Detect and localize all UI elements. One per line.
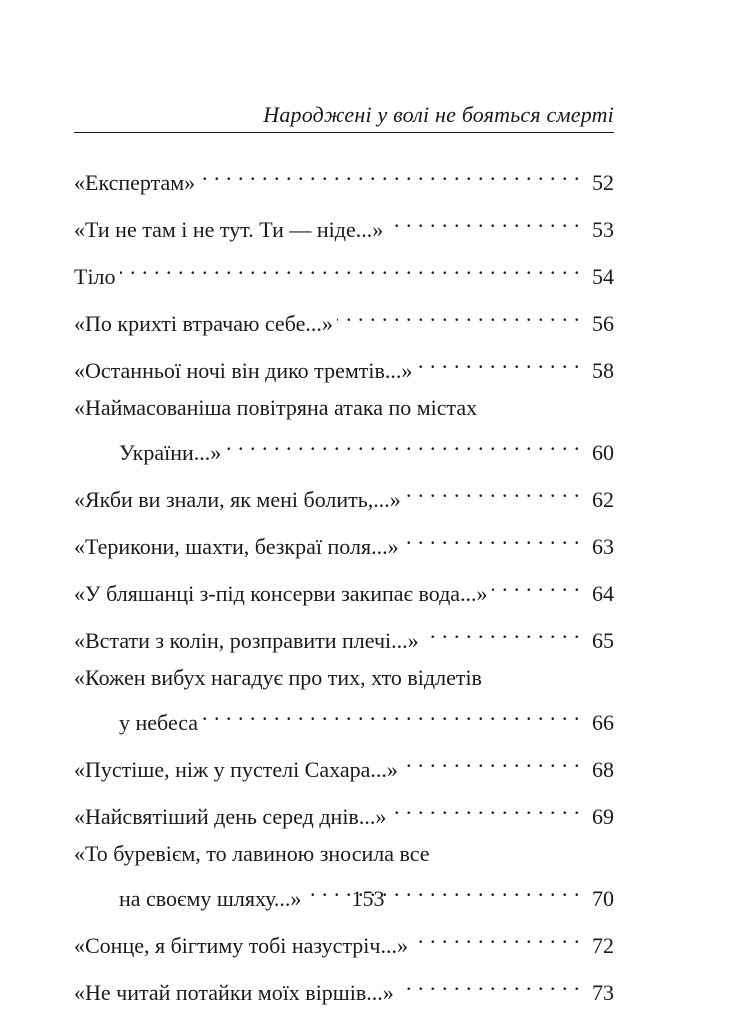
toc-entry-line — [74, 660, 614, 695]
toc-entry-title: «Експертам» — [74, 170, 196, 195]
running-head: Народжені у волі не бояться смерті — [263, 102, 614, 127]
toc-entry-title: «Ти не там і не тут. Ти — ніде...» — [74, 217, 384, 242]
toc-entry-title: «Встати з колін, розправити плечі...» — [74, 628, 419, 653]
toc-entry-line — [74, 836, 614, 871]
toc-entry-title: у небеса — [119, 710, 199, 735]
toc-entry-title: «Останньої ночі він дико тремтів...» — [74, 358, 413, 383]
toc-entry-line — [74, 742, 614, 787]
toc-page-number: 60 — [592, 440, 614, 465]
dot-leader — [403, 519, 580, 554]
toc-page-number: 69 — [592, 804, 614, 829]
toc-entry-title: «Сонце, я бігтиму тобі назустріч...» — [74, 933, 408, 958]
toc-entry — [74, 566, 614, 611]
toc-entry-title: «Якби ви знали, як мені болить,...» — [74, 487, 401, 512]
toc-entry-line — [74, 566, 614, 611]
toc-page-number: 66 — [592, 710, 614, 735]
toc-page-number: 58 — [592, 358, 614, 383]
toc-entry — [74, 789, 614, 834]
toc-entry-line — [74, 789, 614, 834]
toc-page-number: 54 — [592, 264, 614, 289]
toc-entry-line — [74, 155, 614, 200]
dot-leader — [423, 613, 580, 648]
toc-entry-title: Тіло — [74, 264, 116, 289]
toc-entry-line — [74, 519, 614, 564]
toc-entry-line — [74, 296, 614, 341]
toc-entry-title: «Не читай потайки моїх віршів...» — [74, 980, 394, 1005]
toc-entry — [74, 249, 614, 294]
toc-entry — [74, 965, 614, 1010]
dot-leader — [387, 202, 580, 237]
toc-entry-title: «Терикони, шахти, безкраї поля...» — [74, 534, 399, 559]
toc-entry-continuation — [74, 695, 614, 740]
dot-leader — [202, 695, 580, 730]
toc-page-number: 73 — [592, 980, 614, 1005]
toc-page-number: 52 — [592, 170, 614, 195]
toc-entry — [74, 155, 614, 200]
toc-page-number: 62 — [592, 487, 614, 512]
toc-page-number: 65 — [592, 628, 614, 653]
table-of-contents — [74, 155, 614, 1012]
dot-leader — [398, 965, 580, 1000]
toc-entry-line — [74, 390, 614, 425]
toc-entry-line — [74, 918, 614, 963]
toc-entry-line — [74, 472, 614, 517]
toc-page-number: 56 — [592, 311, 614, 336]
dot-leader — [405, 472, 580, 507]
toc-entry — [74, 343, 614, 388]
toc-entry-title: «Кожен вибух нагадує про тих, хто відлетів — [74, 665, 482, 690]
header-rule — [74, 132, 614, 133]
toc-entry — [74, 390, 614, 470]
toc-entry-title: на своєму шляху...» — [119, 886, 302, 911]
toc-entry — [74, 296, 614, 341]
dot-leader — [120, 249, 580, 284]
toc-page-number: 63 — [592, 534, 614, 559]
toc-entry — [74, 472, 614, 517]
dot-leader — [412, 918, 580, 953]
dot-leader — [199, 155, 580, 190]
toc-page-number: 53 — [592, 217, 614, 242]
toc-entry-title: «По крихті втрачаю себе...» — [74, 311, 333, 336]
dot-leader — [225, 425, 580, 460]
toc-entry-line — [74, 249, 614, 294]
dot-leader — [390, 789, 580, 824]
toc-entry-title: «Найсвятіший день серед днів...» — [74, 804, 387, 829]
toc-entry-line — [74, 613, 614, 658]
toc-entry — [74, 660, 614, 740]
toc-page-number: 64 — [592, 581, 614, 606]
dot-leader — [492, 566, 580, 601]
dot-leader — [337, 296, 580, 331]
toc-entry-continuation — [74, 425, 614, 470]
toc-entry — [74, 202, 614, 247]
dot-leader — [402, 742, 580, 777]
page-number: 153 — [351, 886, 385, 911]
toc-entry — [74, 742, 614, 787]
toc-page-number: 70 — [592, 886, 614, 911]
toc-entry-line — [74, 343, 614, 388]
toc-entry-title: «Пустіше, ніж у пустелі Сахара...» — [74, 757, 398, 782]
toc-entry-title: «То буревієм, то лавиною зносила все — [74, 841, 430, 866]
toc-entry-line — [74, 202, 614, 247]
toc-entry — [74, 519, 614, 564]
toc-page-number: 72 — [592, 933, 614, 958]
dot-leader — [416, 343, 580, 378]
toc-entry — [74, 918, 614, 963]
toc-entry-title: України...» — [119, 440, 222, 465]
toc-entry-title: «У бляшанці з-під консерви закипає вода...» — [74, 581, 488, 606]
toc-page-number: 68 — [592, 757, 614, 782]
toc-entry-line — [74, 965, 614, 1010]
toc-entry — [74, 613, 614, 658]
toc-entry-title: «Наймасованіша повітряна атака по містах — [74, 395, 478, 420]
